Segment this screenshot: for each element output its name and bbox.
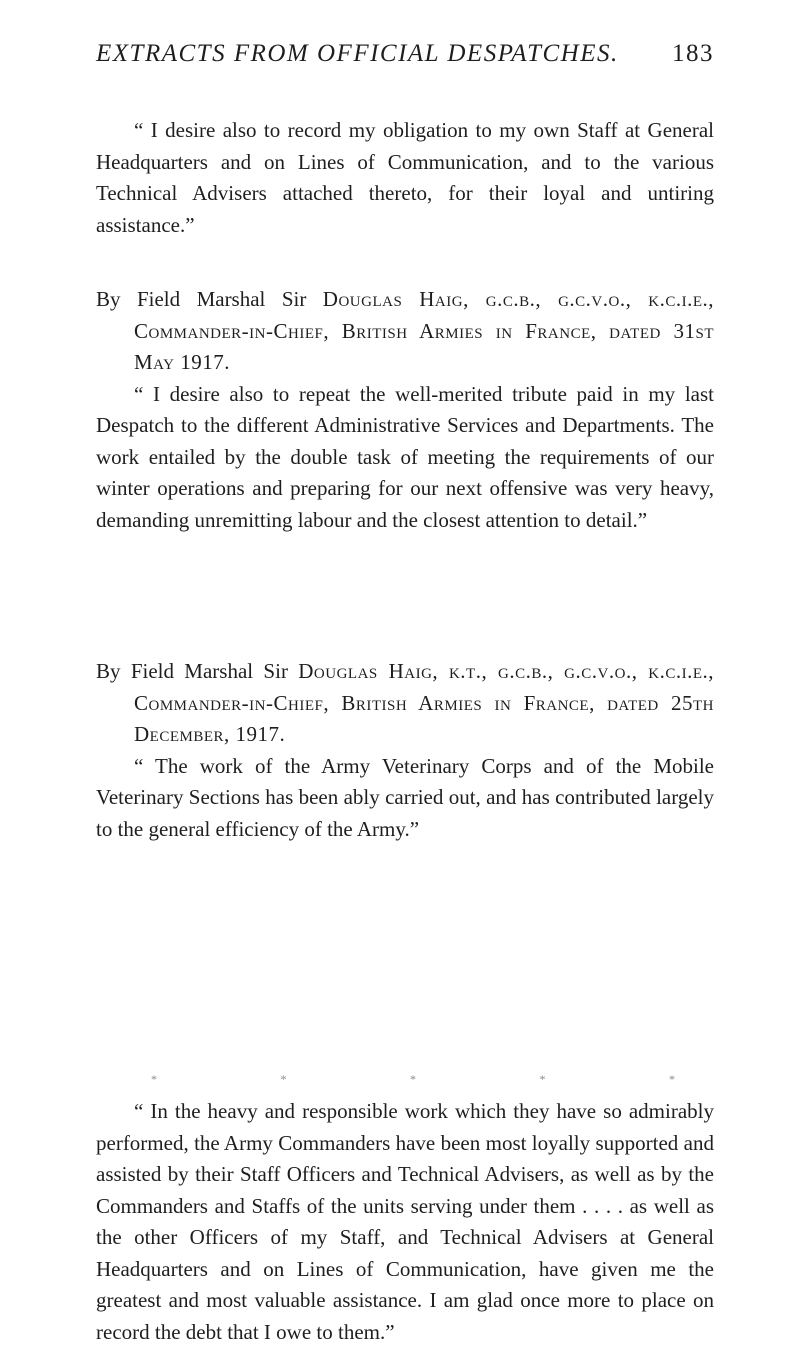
byline-prefix: By Field Marshal Sir xyxy=(96,659,299,683)
running-title: EXTRACTS FROM OFFICIAL DESPATCHES. xyxy=(96,40,619,67)
despatch-quote-veterinary: “ The work of the Army Veterinary Corps and of the Mobile Veterinary Sections has been ably carried out, and has contributed largely to the general efficiency of the Army.” xyxy=(96,753,714,841)
asterisk-mark: * xyxy=(151,1072,157,1086)
asterisk-mark: * xyxy=(539,1072,546,1086)
paragraph-staff-obligation xyxy=(96,115,714,241)
despatch-byline xyxy=(96,284,714,379)
byline-name: Douglas Haig xyxy=(298,659,433,683)
byline-details: , g.c.b., g.c.v.o., k.c.i.e., Commander-in-Chief, British Armies in France, dated 31st May 1917. xyxy=(134,287,715,374)
despatch-may-1917 xyxy=(96,284,714,536)
despatch-quote-commanders: “ In the heavy and responsible work which they have so admirably performed, the Army Commanders have been most loyally supported and assisted by their Staff Officers and Technical Advisers, as well as by the Commanders and Staffs of the units serving under them . . . . as well as the other Officers of my Staff, and Technical Advisers at General Headquarters and on Lines of Communication, have given me the greatest and most valuable assistance. I am glad once more to place on record the debt that I owe to them.” xyxy=(96,1099,714,1344)
despatch-quote: “ I desire also to repeat the well-merited tribute paid in my last Despatch to the different Administrative Services and Departments. The work entailed by the double task of meeting the requirements of our winter operations and preparing for our next offensive was very heavy, demanding unremitting labour and the closest attention to detail.” xyxy=(96,381,714,532)
byline-prefix: By Field Marshal Sir xyxy=(96,287,323,311)
byline-name: Douglas Haig xyxy=(322,287,464,311)
running-head xyxy=(96,40,714,76)
section-separator xyxy=(148,1072,678,1087)
despatch-dec-1917-continued xyxy=(96,1096,714,1348)
asterisk-mark: * xyxy=(669,1072,675,1086)
asterisk-mark: * xyxy=(410,1072,416,1086)
page-number: 183 xyxy=(672,40,714,67)
byline-details: , k.t., g.c.b., g.c.v.o., k.c.i.e., Commander-in-Chief, British Armies in France, dated 25th December, 1917. xyxy=(134,659,714,746)
despatch-byline xyxy=(96,656,714,751)
asterisk-mark: * xyxy=(280,1072,287,1086)
quote-text: “ I desire also to record my obligation to my own Staff at General Headquarters and on Lines of Communication, and to the various Technical Advisers attached thereto, for their loyal and untiring assistance.” xyxy=(96,118,714,237)
despatch-dec-1917 xyxy=(96,656,714,845)
